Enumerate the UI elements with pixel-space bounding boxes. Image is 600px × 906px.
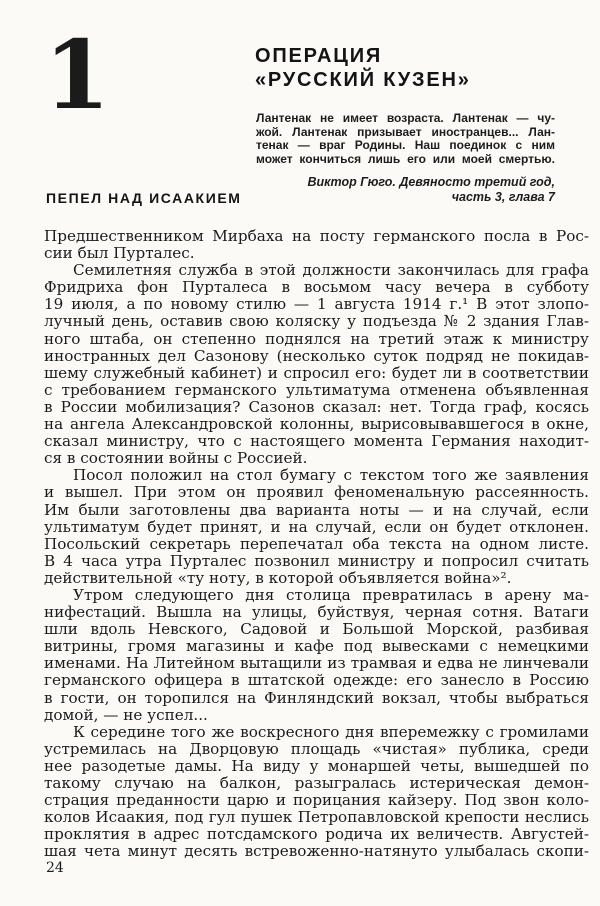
section-heading: ПЕПЕЛ НАД ИСААКИЕМ [46, 190, 242, 206]
text-line: на ангела Александровской колонны, вырисовывавшегося в окне, [44, 416, 589, 434]
text-line: витрины, громя магазины и кафе под вывесками с немецкими [44, 638, 589, 656]
text-line: нифестаций. Вышла на улицы, буйствуя, черная сотня. Ватаги [44, 604, 589, 622]
page-number: 24 [46, 860, 64, 876]
paragraph [44, 262, 589, 467]
text-line: ультиматум будет принят, и на случай, если он будет отклонен. [44, 518, 589, 536]
epigraph-line: Лантенак не имеет возраста. Лантенак — чу- [256, 112, 555, 125]
chapter-title-line-1: ОПЕРАЦИЯ [255, 45, 383, 67]
text-line: иностранных дел Сазонову (несколько суток подряд не покидав- [44, 347, 589, 365]
chapter-title-line-2: «РУССКИЙ КУЗЕН» [255, 69, 471, 91]
text-line: Фридриха фон Пурталеса в восьмом часу вечера в субботу [44, 279, 589, 297]
epigraph [256, 112, 555, 166]
text-line: Предшественником Мирбаха на посту германского посла в Рос- [44, 228, 589, 245]
chapter-title [255, 44, 471, 92]
text-line: ного штаба, он степенно поднялся на третий этаж к министру [44, 330, 589, 348]
text-line: действительной «ту ноту, в которой объявляется война»². [44, 569, 512, 587]
text-line: в гости, он торопился на Финляндский вокзал, чтобы выбраться [44, 689, 589, 707]
text-line: проклятия в адрес потсдамского родича их величеств. Августей- [44, 826, 589, 844]
text-line: шли вдоль Невского, Садовой и Большой Морской, разбивая [44, 621, 589, 639]
text-line: устремилась на Дворцовую площадь «чистая» публика, среди [44, 740, 589, 758]
text-line: в России мобилизация? Сазонов сказал: нет. Тогда граф, косясь [44, 398, 589, 416]
text-line: Им были заготовлены два варианта ноты — и на случай, если [44, 501, 589, 519]
epigraph-line: может кончиться лишь его или моей смертью. [256, 152, 555, 166]
text-line: германского офицера в штатской одежде: его занесло в Россию [44, 672, 589, 690]
text-line: страция преданности царю и порицания кайзеру. Под звон коло- [44, 792, 589, 810]
paragraph [44, 724, 589, 861]
text-line: Посол положил на стол бумагу с текстом того же заявления [73, 467, 589, 485]
epigraph-line: тенак — враг Родины. Наш поединок с ним [256, 139, 555, 153]
paragraph [44, 587, 589, 724]
chapter-number: 1 [44, 20, 111, 131]
text-line: 19 июля, а по новому стилю — 1 августа 1914 г.¹ В этот злопо- [44, 296, 589, 314]
body-text [44, 228, 589, 860]
text-line: ся в состоянии войны с Россией. [44, 450, 308, 468]
text-line: нее разодетые дамы. На виду у монаршей четы, вышедшей по [44, 757, 589, 775]
epigraph-line: жой. Лантенак призывает иностранцев... Лан- [256, 125, 555, 139]
text-line: Посольский секретарь перепечатал оба текста на одном листе. [44, 535, 589, 553]
text-line: сказал министру, что с настоящего момента Германия находит- [44, 433, 589, 451]
text-line: шая чета минут десять встревоженно-натянуто улыбалась скопи- [44, 843, 589, 861]
attribution-line-2: часть 3, глава 7 [451, 189, 555, 204]
text-line: колов Исаакия, под гул пушек Петропавловской крепости неслись [44, 809, 589, 827]
text-line: именами. На Литейном вытащили из трамвая и едва не линчевали [44, 655, 589, 673]
paragraph [44, 228, 589, 262]
paragraph [44, 467, 589, 587]
text-line: В 4 часа утра Пурталес позвонил министру и попросил считать [44, 552, 589, 570]
text-line: шему служебный кабинет) и спросил его: будет ли в соответствии [44, 364, 589, 382]
text-line: Семилетняя служба в этой должности закончилась для графа [73, 262, 589, 280]
text-line: домой, — не успел... [44, 706, 208, 724]
text-line: Утром следующего дня столица превратилась в арену ма- [73, 586, 589, 604]
text-line: такому случаю на балкон, разыгралась истерическая демон- [44, 775, 589, 792]
text-line: сии был Пурталес. [44, 245, 195, 263]
text-line: К середине того же воскресного дня вперемежку с громилами [73, 723, 589, 741]
text-line: лучный день, оставив свою коляску у подъезда № 2 здания Глав- [44, 313, 589, 331]
attribution-line-1: Виктор Гюго. Девяносто третий год, [307, 175, 555, 189]
text-line: и вышел. При этом он проявил феноменальную рассеянность. [44, 484, 589, 502]
text-line: с требованием германского ультиматума отменена объявленная [44, 381, 589, 399]
epigraph-attribution [236, 175, 555, 204]
